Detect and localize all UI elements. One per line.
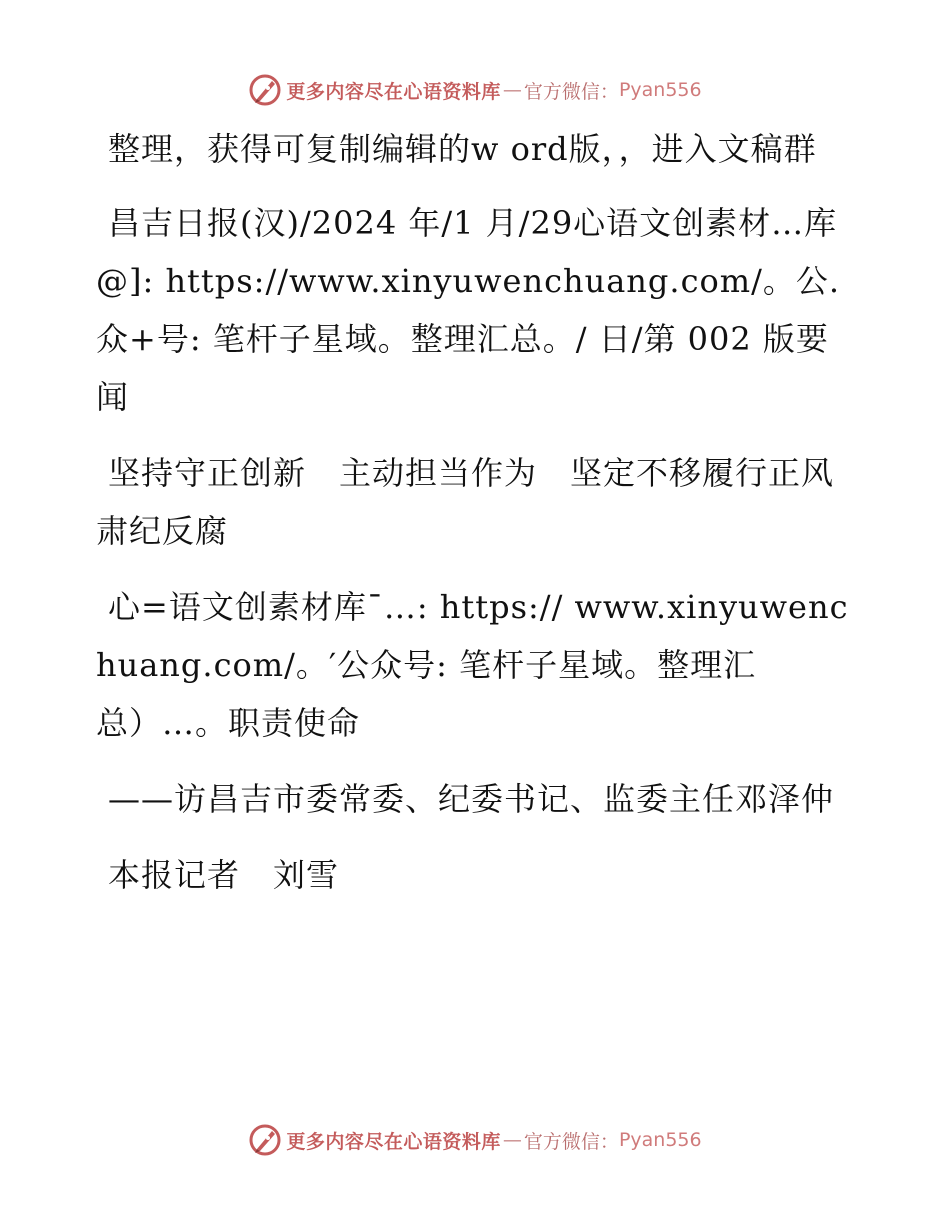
banner-wechat-handle: Pyan556 bbox=[618, 1129, 702, 1151]
quill-pen-logo-icon bbox=[248, 1123, 282, 1157]
paragraph-headline: 坚持守正创新 主动担当作为 坚定不移履行正风肃纪反腐 bbox=[96, 454, 835, 550]
quill-pen-logo-icon bbox=[248, 73, 282, 107]
header-watermark-banner bbox=[0, 70, 950, 110]
banner-site-name: 更多内容尽在心语资料库 bbox=[286, 1130, 501, 1153]
footer-watermark-banner bbox=[0, 1120, 950, 1160]
paragraph-source: 昌吉日报(汉)/2024 年/1 月/29心语文创素材…库@]: https://www.xinyuwenchuang.com/。公.众+号: 笔杆子星域。整理汇总。/ 日/第 002 版要闻 bbox=[96, 204, 841, 416]
banner-wechat-label: 官方微信： bbox=[523, 80, 619, 103]
banner-separator: — bbox=[502, 79, 522, 101]
paragraph-note: 心=语文创素材库¯…: https:// www.xinyuwenchuang.com/。′公众号: 笔杆子星域。整理汇总）…。职责使命 bbox=[96, 588, 849, 742]
banner-separator: — bbox=[502, 1129, 522, 1151]
banner-site-name: 更多内容尽在心语资料库 bbox=[286, 80, 501, 103]
paragraph-byline: 本报记者 刘雪 bbox=[108, 856, 340, 894]
document-body bbox=[96, 120, 856, 922]
banner-wechat-label: 官方微信： bbox=[523, 1130, 619, 1153]
banner-wechat-handle: Pyan556 bbox=[618, 79, 702, 101]
paragraph-subtitle: ——访昌吉市委常委、纪委书记、监委主任邓泽仲 bbox=[108, 780, 835, 818]
paragraph-intro: 整理，获得可复制编辑的w ord版，，进入文稿群 bbox=[108, 130, 817, 168]
